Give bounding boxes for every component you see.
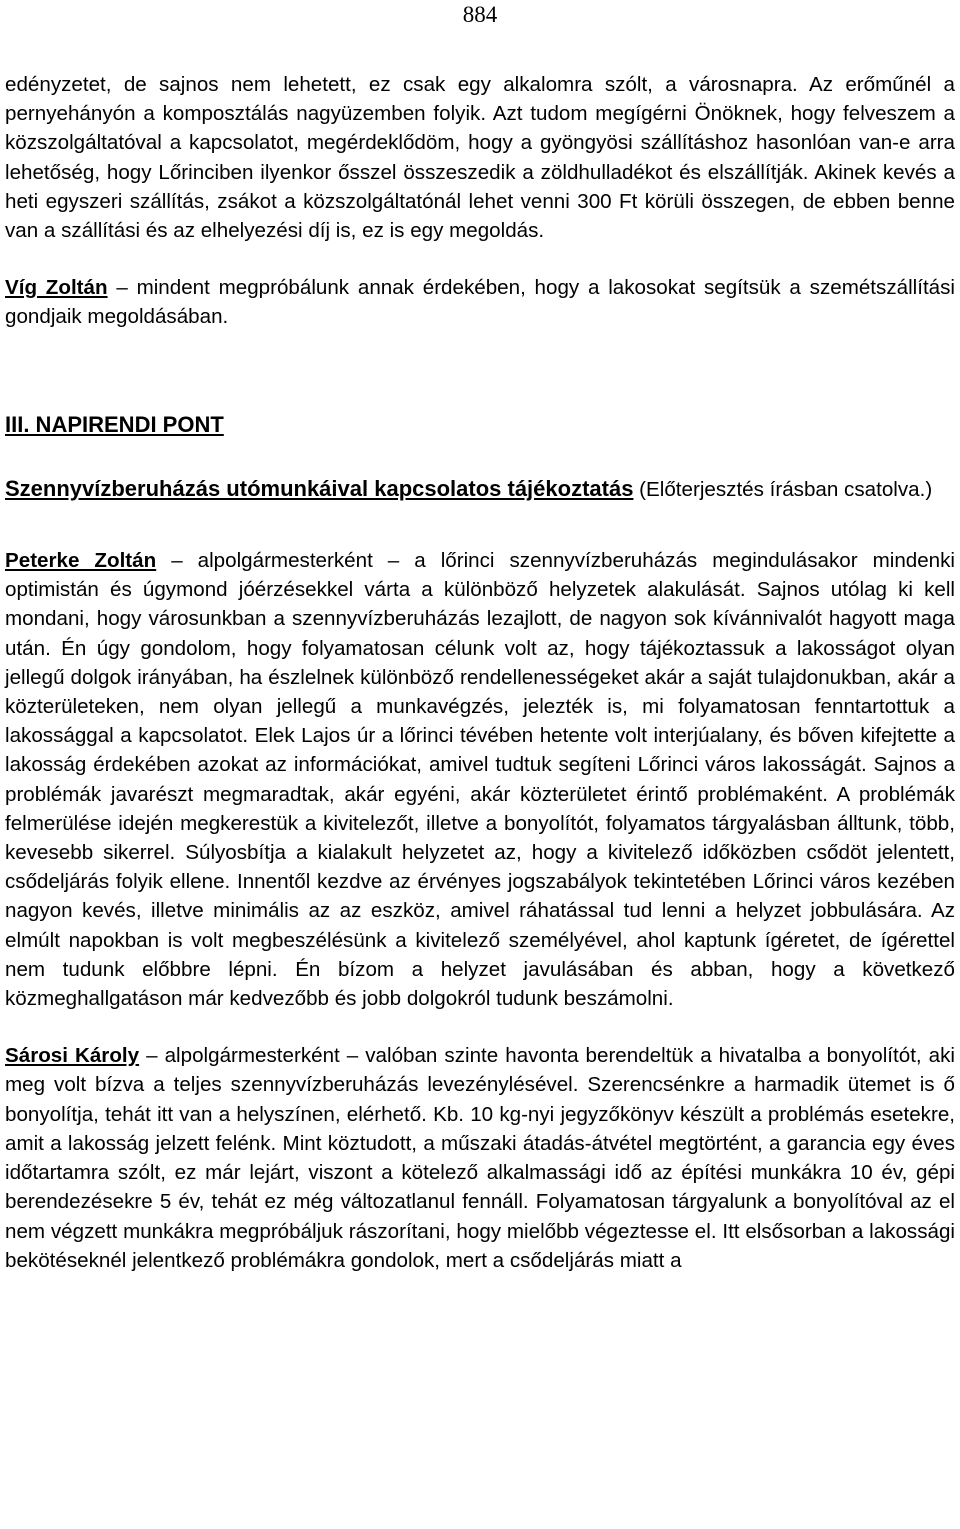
spacer (5, 392, 955, 410)
spacer (5, 245, 955, 273)
speaker-statement: – mindent megpróbálunk annak érdekében, hogy a lakosokat segítsük a szemétszállítási gondjaik megoldásában. (5, 276, 955, 329)
topic-note: (Előterjesztés írásban csatolva.) (633, 477, 933, 501)
paragraph-peterke-zoltan (5, 546, 955, 1013)
speaker-name: Sárosi Károly (5, 1044, 140, 1068)
agenda-heading (5, 410, 955, 440)
speaker-name: Víg Zoltán (5, 276, 108, 300)
speaker-statement: – alpolgármesterként – valóban szinte havonta berendeltük a hivatalba a bonyolítót, aki meg volt bízva a teljes szennyvízberuházás levezénylésével. Szerencsénkre a harmadik ütemet is ő bonyolítja, tehát itt van a helyszínen, elérhető. Kb. 10 kg-nyi jegyzőkönyv készült a problémás esetekre, amit a lakosság jelzett felénk. Mint köztudott, a műszaki átadás-átvétel megtörtént, a garancia egy éves időtartamra szólt, ez már lejárt, viszont a kötelező alkalmassági idő az építési munkákra 10 év, gépi berendezésekre 5 év, tehát ez még változatlanul fennáll. Folyamatosan tárgyalunk a bonyolítóval az el nem végzett munkákra megpróbáljuk rászorítani, hogy mielőbb végeztesse el. Itt elsősorban a lakossági bekötéseknél jelentkező problémákra gondolok, mert a csődeljárás miatt a (5, 1044, 955, 1272)
spacer (5, 504, 955, 546)
page-number: 884 (462, 2, 498, 27)
topic-heading (5, 474, 955, 504)
topic-title: Szennyvízberuházás utómunkáival kapcsolatos tájékoztatás (5, 475, 634, 501)
paragraph-waste-collection: edényzetet, de sajnos nem lehetett, ez csak egy alkalomra szólt, a városnapra. Az erőműnél a pernyehányón a komposztálás nagyüzemben folyik. Azt tudom megígérni Önöknek, hogy felveszem a közszolgáltatóval a kapcsolatot, megérdeklődöm, hogy a gyöngyösi szállításhoz hasonlóan van-e arra lehetőség, hogy Lőrinciben ilyenkor ősszel összeszedik a zöldhulladékot és elszállítják. Akinek kevés a heti egyszeri szállítás, zsákot a közszolgáltatónál lehet venni 300 Ft körüli összegen, de ebben benne van a szállítási és az elhelyezési díj is, ez is egy megoldás. (5, 73, 955, 243)
speaker-name: Peterke Zoltán (5, 549, 157, 573)
paragraph-vig-zoltan (5, 273, 955, 331)
spacer (5, 332, 955, 392)
speaker-statement: – alpolgármesterként – a lőrinci szennyvízberuházás megindulásakor mindenki optimistán és úgymond jóérzésekkel várta a különböző helyzetek alakulását. Sajnos utólag ki kell mondani, hogy városunkban a szennyvízberuházás lezajlott, de nagyon sok kívánnivalót hagyott maga után. Én úgy gondolom, hogy folyamatosan célunk volt az, hogy tájékoztassuk a lakosságot olyan jellegű dolgok irányában, ha észlelnek különböző rendellenességeket akár a saját tulajdonukban, akár a közterületeken, nem olyan jellegű a munkavégzés, jelezték is, mi folyamatosan fenntartottuk a lakossággal a kapcsolatot. Elek Lajos úr a lőrinci tévében hetente volt interjúalany, és bőven kifejtette a lakosság érdekében azokat az információkat, amivel tudtuk segíteni Lőrinci város lakosságát. Sajnos a problémák javarészt megmaradtak, akár egyéni, akár közterületet érintő problémaként. A problémák felmerülése idején megkerestük a kivitelezőt, illetve a bonyolítót, folyamatos tárgyalásban álltunk, több, kevesebb sikerrel. Súlyosbítja a kialakult helyzetet az, hogy a kivitelező időközben csődöt jelentett, csődeljárás folyik ellene. Innentől kezdve az érvényes jogszabályok tekintetében Lőrinci város kezében nagyon kevés, illetve minimális az az eszköz, amivel ráhatással tud lenni a helyzet jobbulására. Az elmúlt napokban is volt megbeszélésünk a kivitelező személyével, ahol kaptunk ígéretet, de ígérettel nem tudunk előbbre lépni. Én bízom a helyzet javulásában és abban, hogy a következő közmeghallgatáson már kedvezőbb és jobb dolgokról tudunk beszámolni. (5, 549, 956, 1011)
document-body (5, 70, 955, 1275)
paragraph-sarosi-karoly (5, 1041, 955, 1275)
spacer (5, 1013, 955, 1041)
spacer (5, 440, 955, 474)
agenda-heading-text: III. NAPIRENDI PONT (5, 411, 224, 437)
